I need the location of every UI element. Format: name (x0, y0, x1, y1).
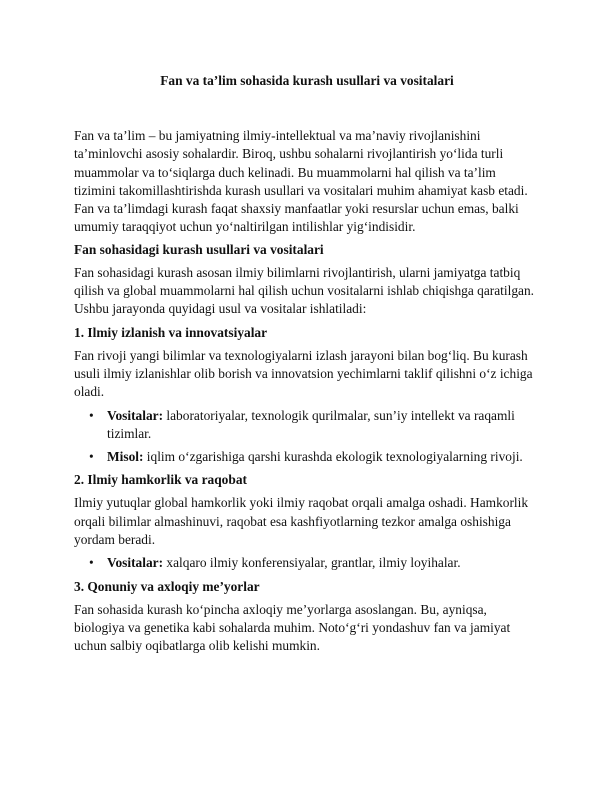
subsection-paragraph-1: Fan rivoji yangi bilimlar va texnologiyalarni izlash jarayoni bilan bog‘liq. Bu kurash usuli ilmiy izlanishlar olib borish va innovatsion yechimlarni taklif qilishni o‘z ichiga oladi. (74, 347, 533, 400)
bullet-label: Vositalar: (107, 407, 164, 423)
bullet-text: laboratoriyalar, texnologik qurilmalar, sun’iy intellekt va raqamli tizimlar. (107, 407, 515, 441)
subsection-heading-3: 3. Qonuniy va axloqiy me’yorlar (74, 578, 260, 594)
subsection-paragraph-3: Fan sohasida kurash ko‘pincha axloqiy me’yorlarga asoslangan. Bu, ayniqsa, biologiya va genetika kabi sohalarda muhim. Noto‘g‘ri yondashuv fan va jamiyat uchun salbiy oqibatlarga olib kelishi mumkin. (74, 601, 511, 654)
subsection-heading-1: 1. Ilmiy izlanish va innovatsiyalar (74, 324, 268, 340)
section-paragraph: Fan sohasidagi kurash asosan ilmiy bilimlarni rivojlantirish, ularni jamiyatga tatbiq qilish va global muammolarni hal qilish uchun vositalarni ishlab chiqishga qaratilgan. Ushbu jarayonda quyidagi usul va vositalar ishlatiladi: (74, 264, 535, 317)
section-heading: Fan sohasidagi kurash usullari va vositalari (74, 241, 324, 257)
bullet-icon: • (89, 555, 94, 571)
bullet-text: xalqaro ilmiy konferensiyalar, grantlar, ilmiy loyihalar. (163, 555, 461, 571)
subsection-paragraph-2: Ilmiy yutuqlar global hamkorlik yoki ilmiy raqobat orqali amalga oshadi. Hamkorlik orqali bilimlar almashinuvi, raqobat esa kashfiyotlarning tezkor amalga oshishiga yordam beradi. (74, 495, 529, 548)
bullet-icon: • (89, 449, 94, 465)
document-title: Fan va ta’lim sohasida kurash usullari va vositalari (160, 73, 454, 88)
bullet-label: Vositalar: (107, 555, 164, 571)
bullet-list-2 (74, 554, 540, 572)
list-item (89, 407, 540, 444)
list-item (89, 448, 540, 466)
bullet-text: iqlim o‘zgarishiga qarshi kurashda ekologik texnologiyalarning rivoji. (143, 449, 523, 465)
bullet-icon: • (89, 407, 94, 423)
bullet-list-1 (74, 407, 540, 467)
list-item (89, 554, 540, 572)
intro-paragraph: Fan va ta’lim – bu jamiyatning ilmiy-intellektual va ma’naviy rivojlanishini ta’minlovchi asosiy sohalardir. Biroq, ushbu sohalarni rivojlantirish yo‘lida turli muammolar va to‘siqlarga duch kelinadi. Bu muammolarni hal qilish va ta’lim tizimini takomillashtirishda kurash usullari va vositalari muhim ahamiyat kasb etadi. Fan va ta’limdagi kurash faqat shaxsiy manfaatlar yoki resurslar uchun emas, balki umumiy taraqqiyot uchun yo‘naltirilgan intilishlar yig‘indisidir. (74, 128, 528, 235)
subsection-heading-2: 2. Ilmiy hamkorlik va raqobat (74, 472, 247, 488)
bullet-label: Misol: (107, 449, 144, 465)
